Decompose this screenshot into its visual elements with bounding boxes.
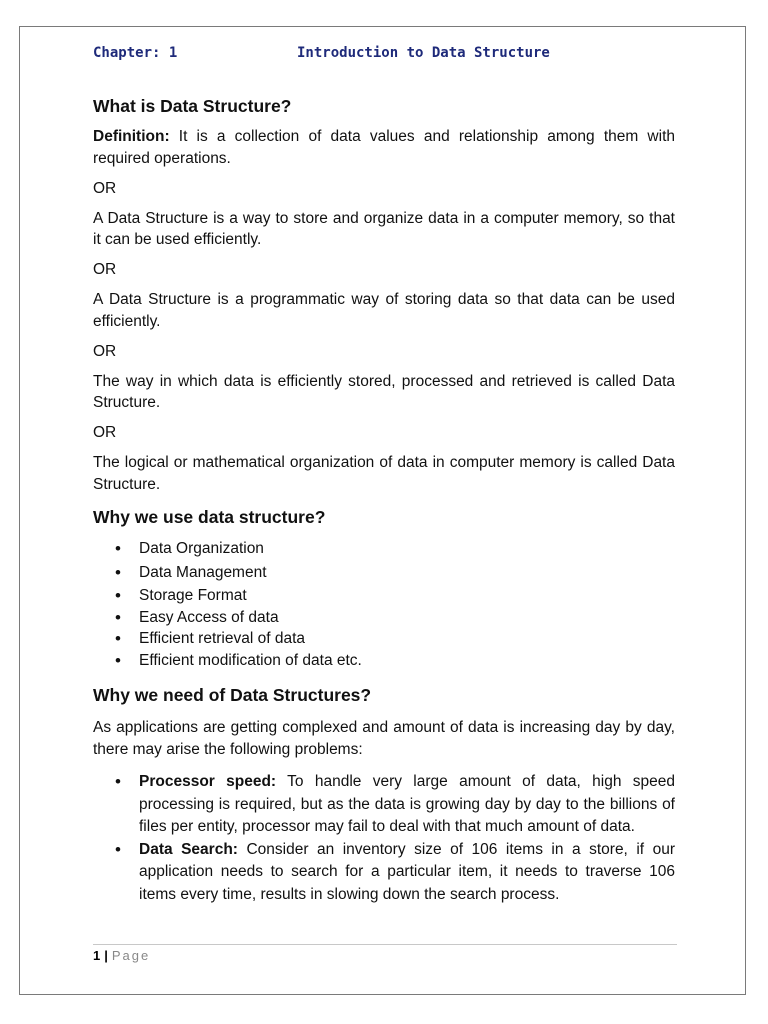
page-label: Page [111,948,151,963]
heading-why-use-data-structure: Why we use data structure? [93,507,326,527]
problem-label: Data Search: [139,840,238,858]
heading-why-need-data-structures: Why we need of Data Structures? [93,685,372,705]
chapter-label: Chapter: 1 [93,45,178,61]
page-header [93,45,693,67]
or-separator: OR [93,424,117,441]
list-item: • Data Management [93,562,675,584]
list-item: • Easy Access of data [93,607,675,629]
footer-divider [93,944,677,945]
problems-intro: As applications are getting complexed and amount of data is increasing day by day, there may arise the following problems: [93,719,675,758]
definition-alt-2: A Data Structure is a programmatic way of storing data so that data can be used efficiently. [93,291,675,330]
or-separator: OR [93,179,117,197]
definition-alt-1: A Data Structure is a way to store and organize data in a computer memory, so that it can be used efficiently. [93,209,675,248]
or-separator: OR [93,342,117,360]
list-item: • Efficient retrieval of data [93,628,675,650]
problems-list [93,771,675,906]
heading-what-is-data-structure: What is Data Structure? [93,96,292,116]
document-body [93,94,675,906]
footer-separator: | [104,948,108,963]
definition-alt-3: The way in which data is efficiently stored, processed and retrieved is called Data Structure. [93,372,675,411]
problem-text: To handle very large amount of data, high speed processing is required, but as the data is growing day by day to the billions of files per entity, processor may fail to deal with that much amount of data. [139,773,675,835]
problem-text: Consider an inventory size of 106 items in a store, if our application needs to search for a particular item, it needs to traverse 106 items every time, results in slowing down the search process. [139,840,676,903]
list-item [93,771,675,839]
list-item [93,839,675,907]
reasons-list [93,538,675,671]
definition-label: Definition: [93,128,170,145]
problem-label: Processor speed: [139,773,277,790]
list-item: • Data Organization [93,538,675,560]
list-item: • Efficient modification of data etc. [93,650,675,672]
definition-paragraph [93,126,675,169]
list-item: • Storage Format [93,585,675,607]
page-number: 1 [93,948,101,963]
chapter-title: Introduction to Data Structure [297,45,550,61]
or-separator: OR [93,261,117,278]
definition-alt-4: The logical or mathematical organization of data in computer memory is called Data Structure. [93,454,675,493]
definition-text: It is a collection of data values and relationship among them with required operations. [93,128,675,167]
page-footer [93,948,150,963]
